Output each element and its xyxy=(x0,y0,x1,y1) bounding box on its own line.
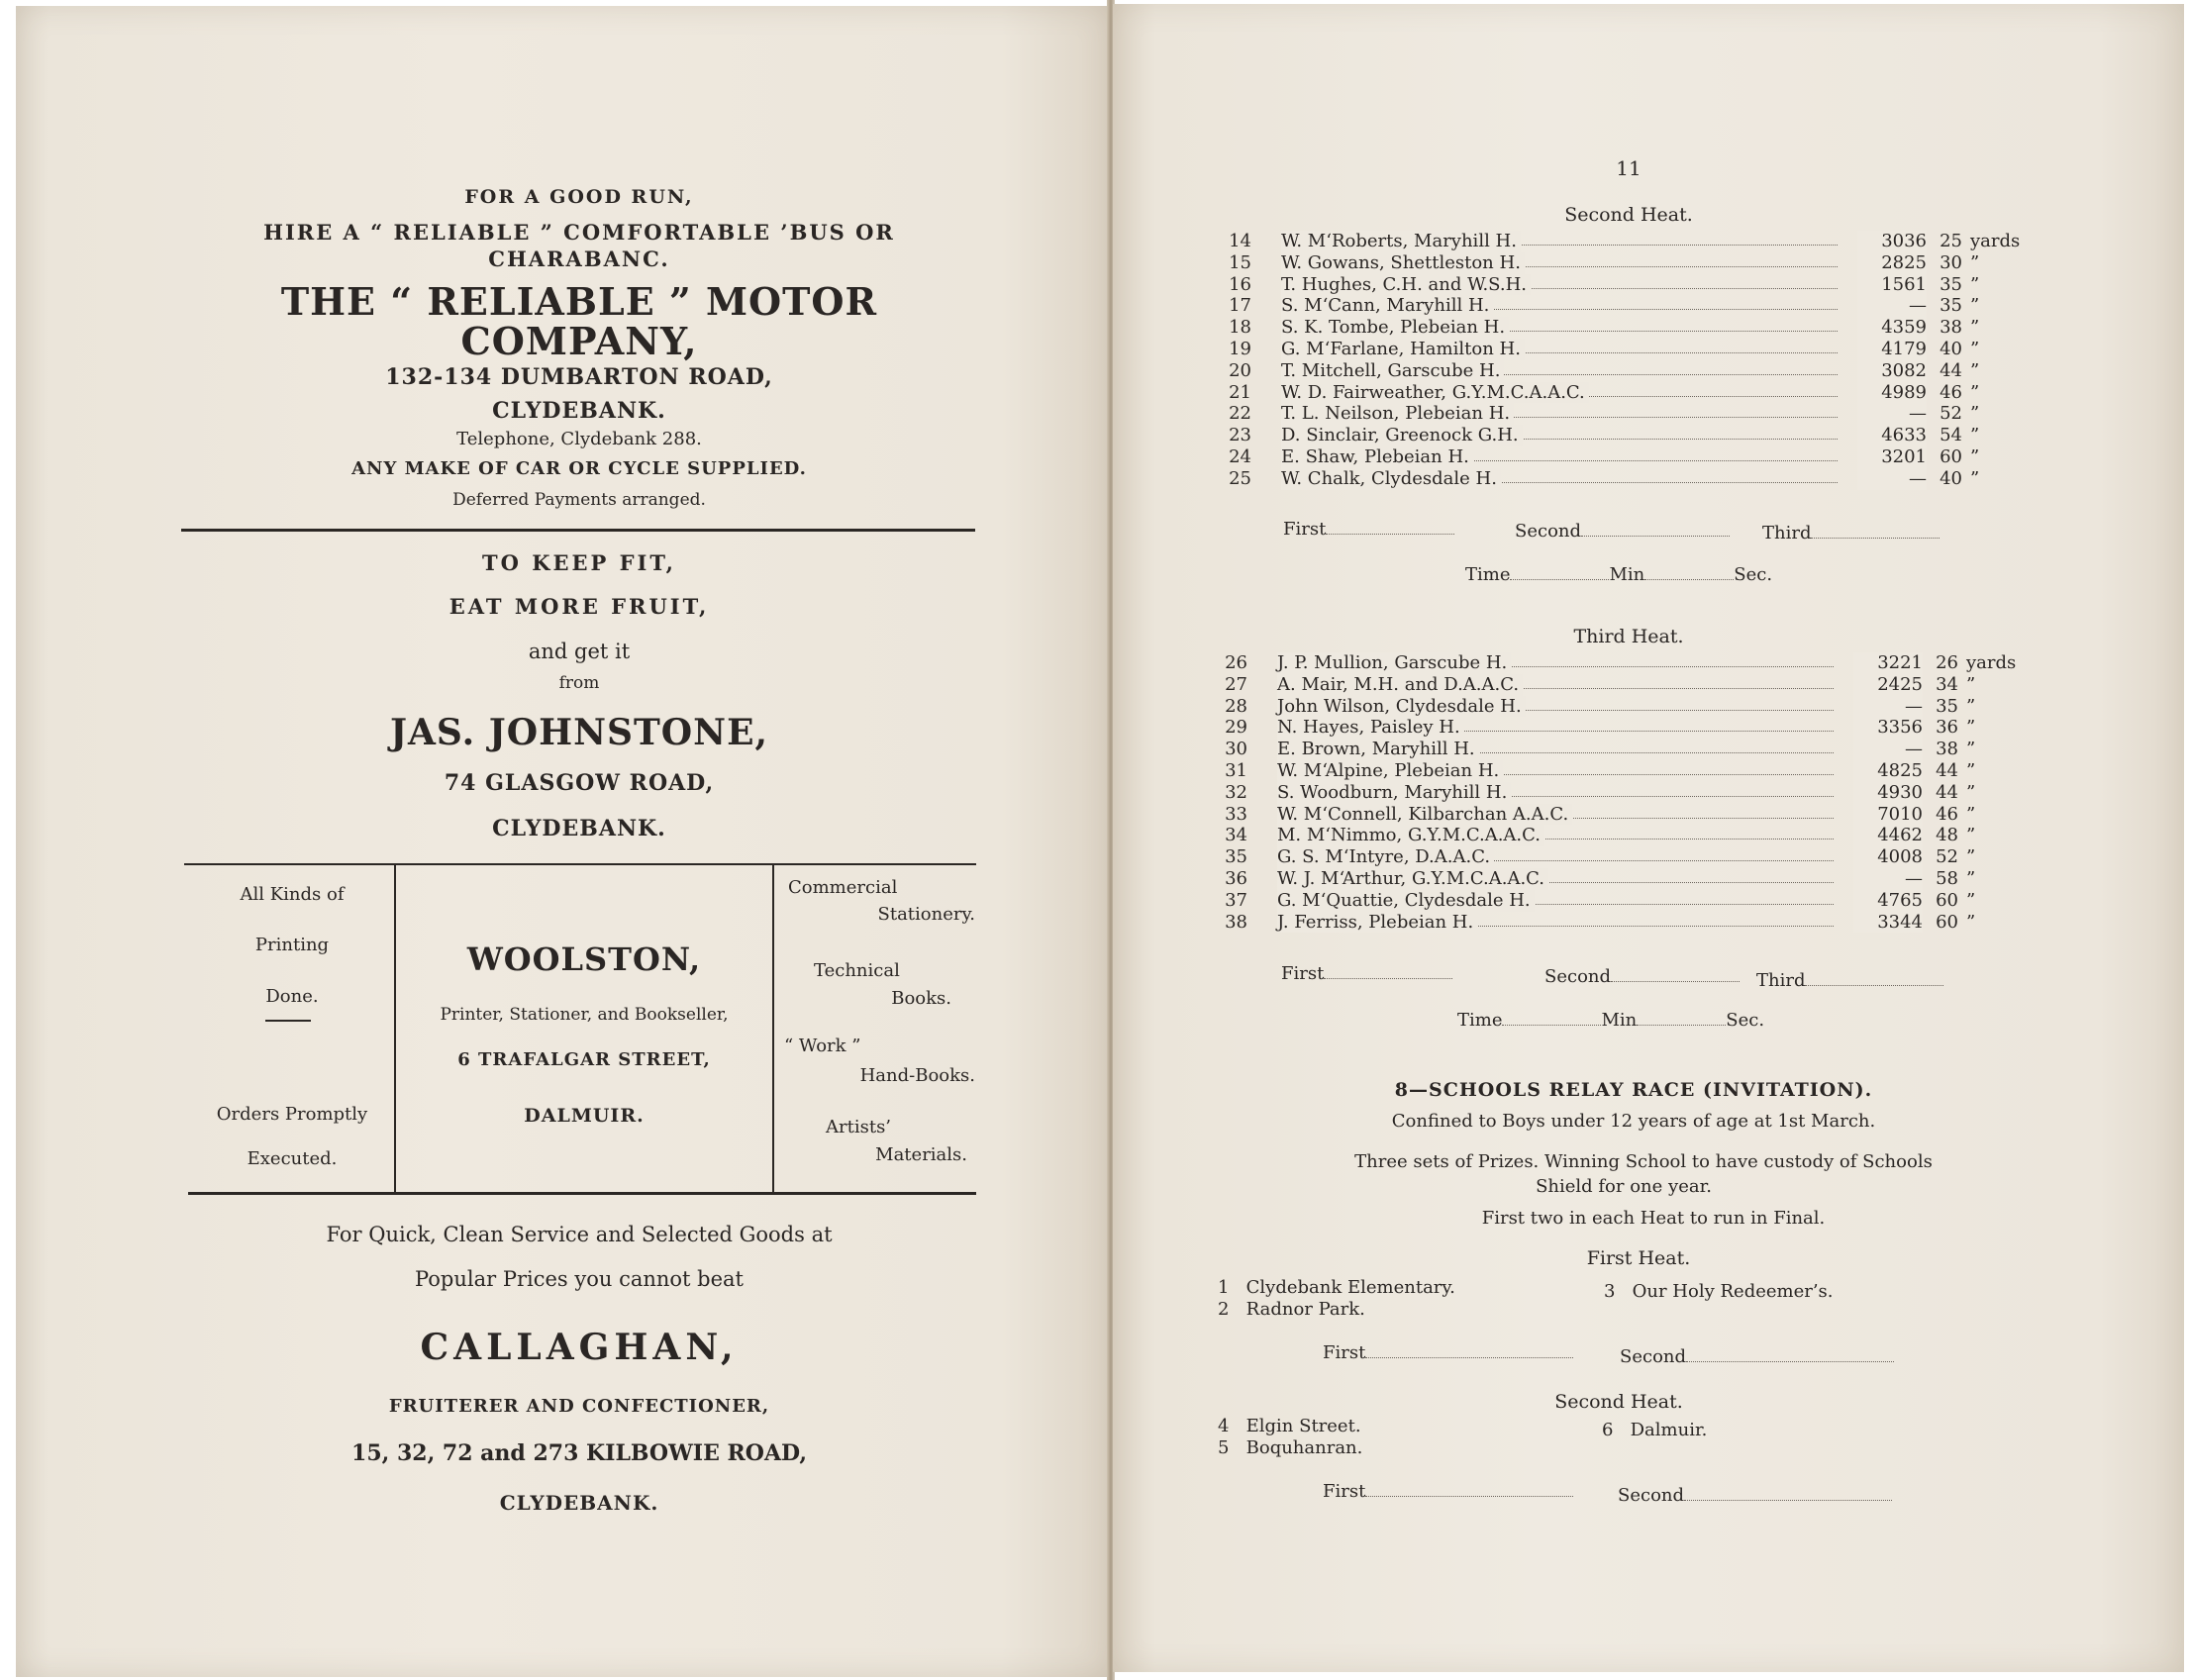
entry-number: 16 xyxy=(1229,273,1251,295)
school-name: Our Holy Redeemer’s. xyxy=(1632,1281,1834,1302)
entry-unit: ” xyxy=(1966,739,1976,760)
entry-number: 17 xyxy=(1229,295,1251,317)
entry-number: 33 xyxy=(1225,803,1247,825)
callaghan-town: CLYDEBANK. xyxy=(499,1491,659,1515)
result-label: Second xyxy=(1620,1346,1687,1367)
relay-line: Three sets of Prizes. Winning School to have custody of Schools xyxy=(1354,1151,1933,1172)
entry-number: 32 xyxy=(1225,781,1247,803)
entry-handicap: 35 xyxy=(1940,295,1962,317)
entry-number: 31 xyxy=(1225,759,1247,781)
woolston-name: WOOLSTON, xyxy=(466,940,702,978)
entry-time: — xyxy=(1857,468,1927,490)
entry-handicap: 54 xyxy=(1940,425,1962,446)
result-line xyxy=(1283,519,1454,540)
entry-handicap: 34 xyxy=(1936,673,1958,695)
entry-name: J. Ferriss, Plebeian H. xyxy=(1277,912,1477,934)
ad-line: FOR A GOOD RUN, xyxy=(464,186,694,208)
school-number: 3 xyxy=(1604,1281,1616,1302)
entry-number: 24 xyxy=(1229,445,1251,467)
time-line xyxy=(1457,1010,1764,1031)
entry-row xyxy=(1224,295,2036,317)
entry-number: 23 xyxy=(1229,425,1251,446)
entry-row xyxy=(1220,912,2032,934)
entry-row xyxy=(1224,382,2036,404)
result-label: First xyxy=(1323,1342,1366,1363)
entry-handicap: 44 xyxy=(1936,759,1958,781)
school-name: Elgin Street. xyxy=(1245,1416,1361,1436)
woolston-side: Done. xyxy=(265,986,319,1007)
entry-row xyxy=(1220,846,2032,868)
entry-time: 7010 xyxy=(1853,804,1923,826)
callaghan-name: CALLAGHAN, xyxy=(420,1327,739,1368)
entry-name: W. Gowans, Shettleston H. xyxy=(1281,252,1525,274)
ad-line: EAT MORE FRUIT, xyxy=(448,594,710,619)
entry-unit: ” xyxy=(1970,403,1980,425)
school-name: Radnor Park. xyxy=(1245,1299,1365,1320)
entry-number: 34 xyxy=(1225,825,1247,846)
entry-unit: ” xyxy=(1966,889,1976,911)
heat-title: Second Heat. xyxy=(1564,204,1693,226)
school-name: Dalmuir. xyxy=(1630,1420,1708,1440)
result-line xyxy=(1618,1485,1892,1506)
entry-time: 3344 xyxy=(1853,912,1923,934)
entry-unit: ” xyxy=(1966,781,1976,803)
company-name: COMPANY, xyxy=(460,319,698,363)
entry-name: T. Hughes, C.H. and W.S.H. xyxy=(1281,274,1531,296)
entry-row xyxy=(1224,317,2036,339)
result-label: Time xyxy=(1457,1010,1503,1031)
entry-row xyxy=(1224,231,2036,252)
result-label: Min xyxy=(1601,1010,1638,1031)
entry-unit: ” xyxy=(1966,911,1976,933)
entry-name: W. Chalk, Clydesdale H. xyxy=(1281,468,1501,490)
entry-handicap: 38 xyxy=(1940,317,1962,339)
entry-number: 30 xyxy=(1225,739,1247,760)
entry-unit: ” xyxy=(1970,359,1980,381)
company-phone: Telephone, Clydebank 288. xyxy=(456,429,702,449)
entry-name: E. Shaw, Plebeian H. xyxy=(1281,446,1473,468)
fruiterer-address: 74 GLASGOW ROAD, xyxy=(444,770,715,796)
entry-unit: ” xyxy=(1970,467,1980,489)
entry-handicap: 52 xyxy=(1936,846,1958,868)
entry-row xyxy=(1220,890,2032,912)
entry-handicap: 60 xyxy=(1936,911,1958,933)
callaghan-trade: FRUITERER AND CONFECTIONER, xyxy=(388,1396,770,1417)
entry-name: T. L. Neilson, Plebeian H. xyxy=(1281,403,1514,425)
entry-name: E. Brown, Maryhill H. xyxy=(1277,739,1479,760)
entry-number: 37 xyxy=(1225,889,1247,911)
entry-unit: ” xyxy=(1966,803,1976,825)
result-label: Sec. xyxy=(1734,564,1773,585)
woolston-side: Stationery. xyxy=(877,904,975,925)
woolston-side: Materials. xyxy=(875,1144,967,1165)
third-heat-entries xyxy=(1220,652,2032,933)
entry-unit: ” xyxy=(1966,673,1976,695)
result-line xyxy=(1323,1342,1573,1363)
entry-time: 4008 xyxy=(1853,846,1923,868)
company-town: CLYDEBANK. xyxy=(492,398,666,424)
ad-line: HIRE A “ RELIABLE ” COMFORTABLE ’BUS OR xyxy=(263,220,895,245)
result-line xyxy=(1515,521,1730,542)
school-entry xyxy=(1602,1420,1707,1440)
entry-time: — xyxy=(1853,696,1923,718)
result-line xyxy=(1281,963,1452,984)
callaghan-address: 15, 32, 72 and 273 KILBOWIE ROAD, xyxy=(351,1440,807,1466)
entry-unit: ” xyxy=(1970,295,1980,317)
result-label: Second xyxy=(1515,521,1582,542)
entry-row xyxy=(1224,360,2036,382)
entry-time: 4359 xyxy=(1857,317,1927,339)
relay-line: Confined to Boys under 12 years of age at 1st March. xyxy=(1391,1111,1876,1132)
woolston-side: Artists’ xyxy=(826,1117,892,1137)
entry-number: 20 xyxy=(1229,359,1251,381)
entry-time: — xyxy=(1853,739,1923,760)
woolston-address: 6 TRAFALGAR STREET, xyxy=(457,1049,711,1070)
woolston-side: All Kinds of xyxy=(240,884,345,905)
entry-row xyxy=(1220,739,2032,760)
woolston-side: Technical xyxy=(814,960,900,981)
entry-name: W. M‘Roberts, Maryhill H. xyxy=(1281,231,1521,252)
entry-row xyxy=(1224,274,2036,296)
entry-number: 19 xyxy=(1229,338,1251,359)
result-label: Time xyxy=(1465,564,1511,585)
entry-number: 22 xyxy=(1229,403,1251,425)
entry-handicap: 25 xyxy=(1940,231,1962,251)
result-label: First xyxy=(1323,1481,1366,1502)
entry-name: G. S. M‘Intyre, D.A.A.C. xyxy=(1277,846,1494,868)
entry-time: 4825 xyxy=(1853,760,1923,782)
entry-time: 2425 xyxy=(1853,674,1923,696)
entry-handicap: 46 xyxy=(1936,803,1958,825)
entry-unit: ” xyxy=(1966,717,1976,739)
result-label: Third xyxy=(1756,970,1806,991)
entry-handicap: 52 xyxy=(1940,403,1962,425)
result-label: First xyxy=(1283,519,1327,540)
result-label: Third xyxy=(1762,523,1812,544)
entry-number: 26 xyxy=(1225,652,1247,673)
school-entry xyxy=(1604,1281,1834,1302)
school-entry xyxy=(1218,1437,1362,1458)
entry-handicap: 40 xyxy=(1940,467,1962,489)
entry-name: G. M‘Farlane, Hamilton H. xyxy=(1281,339,1525,360)
woolston-side: Commercial xyxy=(788,877,898,898)
second-heat-entries xyxy=(1224,231,2036,490)
woolston-side: “ Work ” xyxy=(784,1036,861,1056)
entry-unit: yards xyxy=(1966,652,2017,673)
entry-row xyxy=(1224,425,2036,446)
entry-handicap: 30 xyxy=(1940,251,1962,273)
entry-time: 3356 xyxy=(1853,717,1923,739)
entry-time: 2825 xyxy=(1857,252,1927,274)
entry-row xyxy=(1220,760,2032,782)
entry-name: D. Sinclair, Greenock G.H. xyxy=(1281,425,1523,446)
fruiterer-town: CLYDEBANK. xyxy=(492,816,666,841)
entry-unit: ” xyxy=(1970,381,1980,403)
entry-time: — xyxy=(1853,868,1923,890)
woolston-side: Orders Promptly xyxy=(216,1104,368,1125)
entry-time: 4179 xyxy=(1857,339,1927,360)
divider-rule xyxy=(181,529,975,532)
entry-unit: ” xyxy=(1970,251,1980,273)
entry-time: 4989 xyxy=(1857,382,1927,404)
column-rule xyxy=(394,865,396,1192)
company-address: 132-134 DUMBARTON ROAD, xyxy=(385,364,773,390)
entry-handicap: 44 xyxy=(1940,359,1962,381)
entry-row xyxy=(1220,804,2032,826)
entry-time: 3036 xyxy=(1857,231,1927,252)
entry-time: — xyxy=(1857,295,1927,317)
relay-line: First two in each Heat to run in Final. xyxy=(1481,1208,1826,1229)
result-line xyxy=(1544,966,1740,987)
woolston-side: Printing xyxy=(254,935,330,955)
entry-unit: ” xyxy=(1966,867,1976,889)
school-name: Clydebank Elementary. xyxy=(1245,1277,1455,1298)
entry-unit: ” xyxy=(1966,846,1976,868)
relay-heat-title: First Heat. xyxy=(1586,1247,1691,1269)
entry-name: W. M‘Alpine, Plebeian H. xyxy=(1277,760,1503,782)
ad-line: ANY MAKE OF CAR OR CYCLE SUPPLIED. xyxy=(351,458,807,479)
woolston-side: Books. xyxy=(891,988,951,1009)
entry-unit: ” xyxy=(1970,445,1980,467)
divider-rule xyxy=(184,863,976,865)
entry-unit: ” xyxy=(1970,425,1980,446)
entry-row xyxy=(1220,868,2032,890)
entry-name: John Wilson, Clydesdale H. xyxy=(1277,696,1526,718)
entry-unit: ” xyxy=(1966,825,1976,846)
page-number: 11 xyxy=(1616,156,1642,180)
entry-name: A. Mair, M.H. and D.A.A.C. xyxy=(1277,674,1523,696)
entry-time: 3082 xyxy=(1857,360,1927,382)
relay-line: Shield for one year. xyxy=(1536,1176,1712,1197)
entry-time: 4462 xyxy=(1853,825,1923,846)
result-line xyxy=(1323,1481,1573,1502)
entry-number: 18 xyxy=(1229,317,1251,339)
school-entry xyxy=(1218,1299,1365,1320)
ad-line: and get it xyxy=(528,640,631,663)
entry-time: 1561 xyxy=(1857,274,1927,296)
entry-row xyxy=(1224,252,2036,274)
entry-number: 21 xyxy=(1229,381,1251,403)
entry-name: J. P. Mullion, Garscube H. xyxy=(1277,652,1511,674)
entry-time: 3221 xyxy=(1853,652,1923,674)
ad-line: Deferred Payments arranged. xyxy=(452,490,706,510)
entry-handicap: 44 xyxy=(1936,781,1958,803)
entry-row xyxy=(1220,696,2032,718)
woolston-town: DALMUIR. xyxy=(524,1105,645,1127)
entry-row xyxy=(1220,825,2032,846)
entry-name: S. M‘Cann, Maryhill H. xyxy=(1281,295,1493,317)
ad-line: from xyxy=(558,673,600,693)
entry-time: 4765 xyxy=(1853,890,1923,912)
short-rule xyxy=(265,1020,311,1022)
entry-number: 15 xyxy=(1229,251,1251,273)
entry-row xyxy=(1220,674,2032,696)
entry-name: T. Mitchell, Garscube H. xyxy=(1281,360,1504,382)
entry-number: 29 xyxy=(1225,717,1247,739)
entry-time: — xyxy=(1857,403,1927,425)
woolston-desc: Printer, Stationer, and Bookseller, xyxy=(440,1005,729,1025)
result-label: Second xyxy=(1618,1485,1685,1506)
ad-line: TO KEEP FIT, xyxy=(482,550,676,575)
school-number: 6 xyxy=(1602,1420,1614,1440)
entry-unit: ” xyxy=(1966,759,1976,781)
entry-handicap: 58 xyxy=(1936,867,1958,889)
entry-name: W. M‘Connell, Kilbarchan A.A.C. xyxy=(1277,804,1572,826)
ad-line: CHARABANC. xyxy=(488,247,670,271)
entry-number: 14 xyxy=(1229,231,1251,251)
school-name: Boquhanran. xyxy=(1245,1437,1363,1458)
entry-number: 36 xyxy=(1225,867,1247,889)
heat-title: Third Heat. xyxy=(1573,626,1684,647)
entry-row xyxy=(1224,468,2036,490)
fruiterer-name: JAS. JOHNSTONE, xyxy=(389,712,769,753)
entry-unit: ” xyxy=(1970,273,1980,295)
result-label: Min xyxy=(1609,564,1645,585)
entry-row xyxy=(1224,403,2036,425)
entry-handicap: 60 xyxy=(1940,445,1962,467)
entry-handicap: 48 xyxy=(1936,825,1958,846)
entry-handicap: 38 xyxy=(1936,739,1958,760)
entry-name: W. D. Fairweather, G.Y.M.C.A.A.C. xyxy=(1281,382,1589,404)
woolston-side: Executed. xyxy=(247,1148,338,1169)
school-entry xyxy=(1218,1277,1455,1298)
school-number: 4 xyxy=(1218,1416,1230,1436)
relay-heat-title: Second Heat. xyxy=(1554,1391,1683,1413)
entry-name: W. J. M‘Arthur, G.Y.M.C.A.A.C. xyxy=(1277,868,1548,890)
entry-time: 3201 xyxy=(1857,446,1927,468)
result-line xyxy=(1756,970,1943,991)
school-number: 1 xyxy=(1218,1277,1230,1298)
result-line xyxy=(1620,1346,1894,1367)
ad-line: Popular Prices you cannot beat xyxy=(415,1267,744,1291)
woolston-side: Hand-Books. xyxy=(859,1065,975,1086)
entry-name: N. Hayes, Paisley H. xyxy=(1277,717,1464,739)
entry-handicap: 40 xyxy=(1940,338,1962,359)
entry-unit: ” xyxy=(1966,695,1976,717)
entry-row xyxy=(1220,652,2032,674)
school-entry xyxy=(1218,1416,1361,1436)
school-number: 2 xyxy=(1218,1299,1230,1320)
entry-unit: ” xyxy=(1970,338,1980,359)
result-label: Second xyxy=(1544,966,1612,987)
company-name: THE “ RELIABLE ” MOTOR xyxy=(280,279,878,324)
entry-number: 28 xyxy=(1225,695,1247,717)
entry-handicap: 26 xyxy=(1936,652,1958,673)
entry-handicap: 46 xyxy=(1940,381,1962,403)
entry-handicap: 35 xyxy=(1936,695,1958,717)
divider-rule xyxy=(188,1192,976,1195)
relay-title: 8—SCHOOLS RELAY RACE (INVITATION). xyxy=(1394,1079,1873,1101)
result-label: First xyxy=(1281,963,1325,984)
entry-name: M. M‘Nimmo, G.Y.M.C.A.A.C. xyxy=(1277,825,1544,846)
entry-handicap: 60 xyxy=(1936,889,1958,911)
entry-name: G. M‘Quattie, Clydesdale H. xyxy=(1277,890,1535,912)
entry-unit: ” xyxy=(1970,317,1980,339)
entry-number: 35 xyxy=(1225,846,1247,868)
entry-row xyxy=(1220,717,2032,739)
entry-number: 38 xyxy=(1225,911,1247,933)
entry-name: S. K. Tombe, Plebeian H. xyxy=(1281,317,1509,339)
entry-time: 4930 xyxy=(1853,782,1923,804)
entry-row xyxy=(1224,446,2036,468)
result-label: Sec. xyxy=(1726,1010,1765,1031)
entry-name: S. Woodburn, Maryhill H. xyxy=(1277,782,1511,804)
entry-handicap: 35 xyxy=(1940,273,1962,295)
entry-number: 25 xyxy=(1229,467,1251,489)
school-number: 5 xyxy=(1218,1437,1230,1458)
entry-row xyxy=(1220,782,2032,804)
entry-time: 4633 xyxy=(1857,425,1927,446)
time-line xyxy=(1465,564,1772,585)
entry-number: 27 xyxy=(1225,673,1247,695)
ad-line: For Quick, Clean Service and Selected Goods at xyxy=(326,1223,833,1246)
entry-unit: yards xyxy=(1970,231,2021,251)
entry-row xyxy=(1224,339,2036,360)
entry-handicap: 36 xyxy=(1936,717,1958,739)
result-line xyxy=(1762,523,1940,544)
